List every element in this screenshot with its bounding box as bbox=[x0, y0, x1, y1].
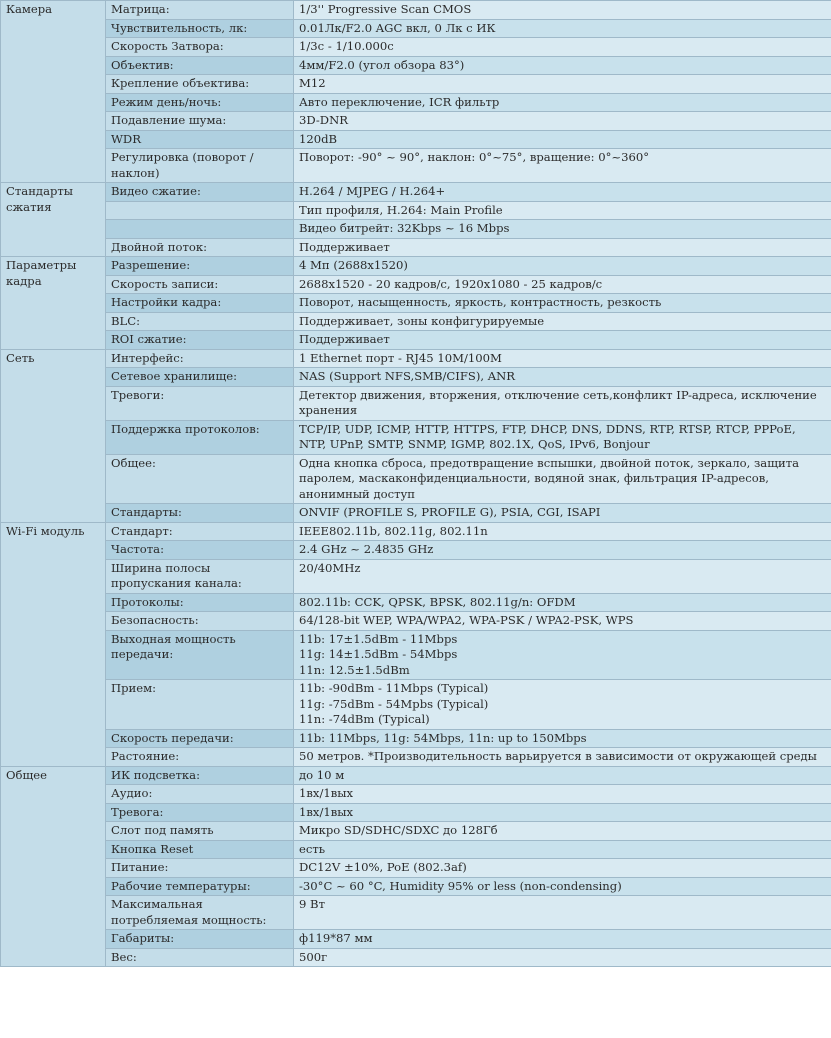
spec-row bbox=[1, 75, 831, 94]
spec-row bbox=[1, 948, 831, 967]
spec-value: 3D-DNR bbox=[294, 112, 831, 131]
spec-row bbox=[1, 275, 831, 294]
spec-value: IEEE802.11b, 802.11g, 802.11n bbox=[294, 522, 831, 541]
spec-value: Поворот, насыщенность, яркость, контрастность, резкость bbox=[294, 294, 831, 313]
spec-label: BLC: bbox=[106, 312, 294, 331]
spec-value: есть bbox=[294, 840, 831, 859]
spec-value: 4мм/F2.0 (угол обзора 83°) bbox=[294, 56, 831, 75]
spec-row bbox=[1, 312, 831, 331]
spec-value: 500г bbox=[294, 948, 831, 967]
spec-value: Поворот: -90° ~ 90°, наклон: 0°~75°, вращение: 0°~360° bbox=[294, 149, 831, 183]
spec-label: WDR bbox=[106, 130, 294, 149]
spec-label: Двойной поток: bbox=[106, 238, 294, 257]
spec-label: Максимальная потребляемая мощность: bbox=[106, 896, 294, 930]
spec-label: Кнопка Reset bbox=[106, 840, 294, 859]
section-category: Камера bbox=[1, 1, 106, 183]
spec-value: 11b: 11Mbps, 11g: 54Mbps, 11n: up to 150Mbps bbox=[294, 729, 831, 748]
spec-row bbox=[1, 822, 831, 841]
spec-label: Сетевое хранилище: bbox=[106, 368, 294, 387]
spec-value: DC12V ±10%, PoE (802.3af) bbox=[294, 859, 831, 878]
spec-row bbox=[1, 766, 831, 785]
spec-label: Общее: bbox=[106, 454, 294, 504]
spec-row bbox=[1, 559, 831, 593]
spec-row bbox=[1, 220, 831, 239]
section-category: Общее bbox=[1, 766, 106, 967]
spec-row bbox=[1, 368, 831, 387]
spec-label: Тревога: bbox=[106, 803, 294, 822]
spec-row bbox=[1, 56, 831, 75]
spec-label: Ширина полосы пропускания канала: bbox=[106, 559, 294, 593]
section-category: Wi-Fi модуль bbox=[1, 522, 106, 766]
spec-value: 64/128-bit WEP, WPA/WPA2, WPA-PSK / WPA2-PSK, WPS bbox=[294, 612, 831, 631]
spec-label: Тревоги: bbox=[106, 386, 294, 420]
spec-value: ONVIF (PROFILE S, PROFILE G), PSIA, CGI, ISAPI bbox=[294, 504, 831, 523]
spec-row bbox=[1, 294, 831, 313]
spec-row bbox=[1, 386, 831, 420]
spec-label: Поддержка протоколов: bbox=[106, 420, 294, 454]
spec-row bbox=[1, 238, 831, 257]
spec-row bbox=[1, 593, 831, 612]
spec-row bbox=[1, 38, 831, 57]
spec-label: Стандарты: bbox=[106, 504, 294, 523]
spec-label: Выходная мощность передачи: bbox=[106, 630, 294, 680]
spec-value: Видео битрейт: 32Kbps ~ 16 Mbps bbox=[294, 220, 831, 239]
spec-label: Скорость записи: bbox=[106, 275, 294, 294]
spec-label: Аудио: bbox=[106, 785, 294, 804]
spec-row bbox=[1, 541, 831, 560]
spec-value: 1вх/1вых bbox=[294, 803, 831, 822]
spec-label: Растояние: bbox=[106, 748, 294, 767]
spec-value: Микро SD/SDHC/SDXC до 128Гб bbox=[294, 822, 831, 841]
spec-row bbox=[1, 1, 831, 20]
spec-label: Матрица: bbox=[106, 1, 294, 20]
spec-value: -30°C ~ 60 °C, Humidity 95% or less (non-condensing) bbox=[294, 877, 831, 896]
spec-value: NAS (Support NFS,SMB/CIFS), ANR bbox=[294, 368, 831, 387]
spec-value: 1/3'' Progressive Scan CMOS bbox=[294, 1, 831, 20]
spec-row bbox=[1, 454, 831, 504]
spec-label: Режим день/ночь: bbox=[106, 93, 294, 112]
spec-row bbox=[1, 93, 831, 112]
spec-value: 0.01Лк/F2.0 AGC вкл, 0 Лк с ИК bbox=[294, 19, 831, 38]
spec-label: ИК подсветка: bbox=[106, 766, 294, 785]
spec-value: Авто переключение, ICR фильтр bbox=[294, 93, 831, 112]
spec-row bbox=[1, 201, 831, 220]
spec-row bbox=[1, 420, 831, 454]
spec-row bbox=[1, 729, 831, 748]
spec-label: Рабочие температуры: bbox=[106, 877, 294, 896]
spec-row bbox=[1, 19, 831, 38]
spec-label: Питание: bbox=[106, 859, 294, 878]
spec-value: 2.4 GHz ~ 2.4835 GHz bbox=[294, 541, 831, 560]
spec-value: Тип профиля, H.264: Main Profile bbox=[294, 201, 831, 220]
spec-row bbox=[1, 630, 831, 680]
spec-row bbox=[1, 612, 831, 631]
spec-label: Слот под память bbox=[106, 822, 294, 841]
spec-row bbox=[1, 112, 831, 131]
spec-label: Регулировка (поворот / наклон) bbox=[106, 149, 294, 183]
spec-value: 11b: -90dBm - 11Mbps (Typical) 11g: -75dBm - 54Mpbs (Typical) 11n: -74dBm (Typical) bbox=[294, 680, 831, 730]
spec-row bbox=[1, 504, 831, 523]
spec-value: M12 bbox=[294, 75, 831, 94]
spec-value: 1/3с - 1/10.000с bbox=[294, 38, 831, 57]
spec-label: Стандарт: bbox=[106, 522, 294, 541]
spec-value: 11b: 17±1.5dBm - 11Mbps 11g: 14±1.5dBm - 54Mbps 11n: 12.5±1.5dBm bbox=[294, 630, 831, 680]
spec-row bbox=[1, 803, 831, 822]
section-category: Сеть bbox=[1, 349, 106, 522]
spec-label: ROI сжатие: bbox=[106, 331, 294, 350]
spec-label: Чувствительность, лк: bbox=[106, 19, 294, 38]
spec-row bbox=[1, 149, 831, 183]
spec-row bbox=[1, 840, 831, 859]
spec-value: 1 Ethernet порт - RJ45 10M/100M bbox=[294, 349, 831, 368]
spec-label bbox=[106, 220, 294, 239]
spec-label: Габариты: bbox=[106, 930, 294, 949]
spec-label: Разрешение: bbox=[106, 257, 294, 276]
spec-label: Безопасность: bbox=[106, 612, 294, 631]
spec-row bbox=[1, 130, 831, 149]
spec-value: 120dB bbox=[294, 130, 831, 149]
spec-row bbox=[1, 748, 831, 767]
spec-label: Интерфейс: bbox=[106, 349, 294, 368]
spec-label: Подавление шума: bbox=[106, 112, 294, 131]
spec-row bbox=[1, 183, 831, 202]
spec-row bbox=[1, 680, 831, 730]
spec-row bbox=[1, 896, 831, 930]
spec-label: Крепление объектива: bbox=[106, 75, 294, 94]
spec-value: до 10 м bbox=[294, 766, 831, 785]
spec-value: ф119*87 мм bbox=[294, 930, 831, 949]
spec-row bbox=[1, 522, 831, 541]
spec-label: Настройки кадра: bbox=[106, 294, 294, 313]
spec-label: Протоколы: bbox=[106, 593, 294, 612]
spec-row bbox=[1, 331, 831, 350]
section-category: Параметры кадра bbox=[1, 257, 106, 350]
spec-value: 20/40MHz bbox=[294, 559, 831, 593]
section-category: Стандарты сжатия bbox=[1, 183, 106, 257]
spec-row bbox=[1, 930, 831, 949]
spec-label: Видео сжатие: bbox=[106, 183, 294, 202]
spec-label: Скорость Затвора: bbox=[106, 38, 294, 57]
spec-value: 50 метров. *Производительность варьируется в зависимости от окружающей среды bbox=[294, 748, 831, 767]
spec-row bbox=[1, 349, 831, 368]
spec-row bbox=[1, 785, 831, 804]
spec-table-body bbox=[1, 1, 831, 967]
spec-value: Детектор движения, вторжения, отключение сеть,конфликт IP-адреса, исключение хранения bbox=[294, 386, 831, 420]
spec-label: Скорость передачи: bbox=[106, 729, 294, 748]
spec-value: 2688х1520 - 20 кадров/с, 1920х1080 - 25 кадров/с bbox=[294, 275, 831, 294]
spec-row bbox=[1, 877, 831, 896]
spec-value: Поддерживает bbox=[294, 331, 831, 350]
spec-value: 802.11b: CCK, QPSK, BPSK, 802.11g/n: OFDM bbox=[294, 593, 831, 612]
spec-value: 1вх/1вых bbox=[294, 785, 831, 804]
spec-value: TCP/IP, UDP, ICMP, HTTP, HTTPS, FTP, DHCP, DNS, DDNS, RTP, RTSP, RTCP, PPPoE, NTP, UPnP, SMTP, SNMP, IGMP, 802.1X, QoS, IPv6, Bonjour bbox=[294, 420, 831, 454]
spec-row bbox=[1, 859, 831, 878]
spec-row bbox=[1, 257, 831, 276]
spec-label: Частота: bbox=[106, 541, 294, 560]
spec-value: Поддерживает, зоны конфигурируемые bbox=[294, 312, 831, 331]
spec-value: Поддерживает bbox=[294, 238, 831, 257]
spec-value: 4 Мп (2688х1520) bbox=[294, 257, 831, 276]
spec-label: Прием: bbox=[106, 680, 294, 730]
spec-value: 9 Вт bbox=[294, 896, 831, 930]
spec-label bbox=[106, 201, 294, 220]
spec-label: Вес: bbox=[106, 948, 294, 967]
spec-label: Объектив: bbox=[106, 56, 294, 75]
spec-value: H.264 / MJPEG / H.264+ bbox=[294, 183, 831, 202]
spec-value: Одна кнопка сброса, предотвращение вспышки, двойной поток, зеркало, защита паролем, маскаконфиденциальности, водяной знак, фильтрация IP-адресов, анонимный доступ bbox=[294, 454, 831, 504]
